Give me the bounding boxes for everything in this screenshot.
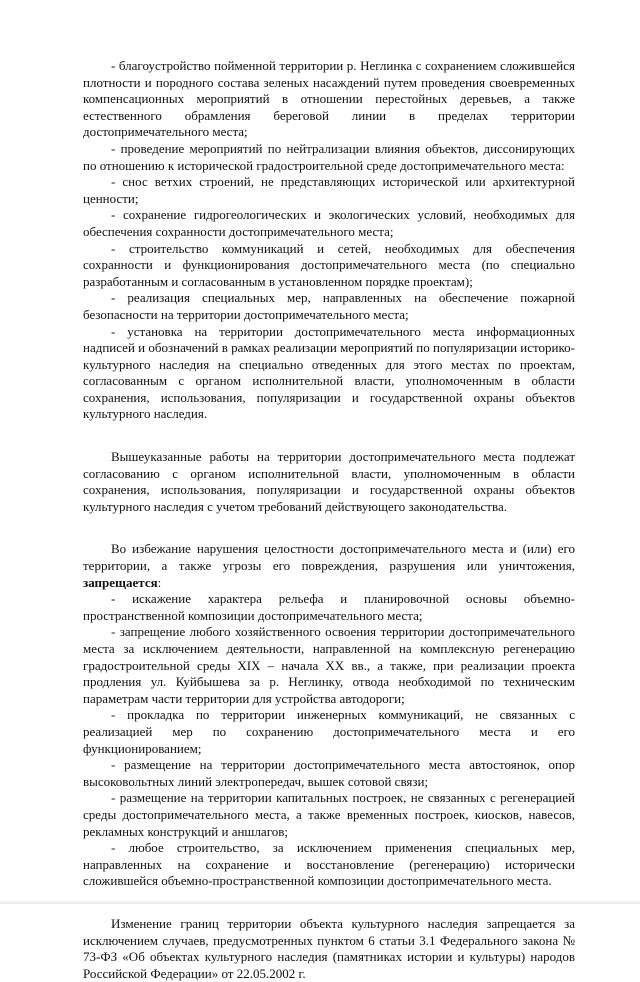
prohibition-keyword: запрещается [83, 574, 158, 590]
list-item-construction: - любое строительство, за исключением применения специальных мер, направленных на сохранение и восстановление (регенерацию) исторически сложившейся объемно-пространственной композиции достопримечательного места. [83, 840, 575, 889]
list-item-engineering: - прокладка по территории инженерных коммуникаций, не связанных с реализацией мер по сохранению достопримечательного места и его функционированием; [83, 707, 575, 756]
list-item-demolition: - снос ветхих строений, не представляющих исторической или архитектурной ценности; [83, 174, 575, 206]
list-item-floodplain: - благоустройство пойменной территории р. Неглинка с сохранением сложившейся плотности и породного состава зеленых насаждений путем проведения своевременных компенсационных мероприятий в отношении перестойных деревьев, а также естественного обрамления береговой линии в пределах территории достопримечательного места; [83, 58, 575, 140]
prohibition-colon: : [157, 574, 162, 590]
list-item-neutralization: - проведение мероприятий по нейтрализации влияния объектов, диссонирующих по отношению к исторической градостроительной среде достопримечательного места: [83, 140, 575, 173]
paragraph-prohibition-intro [83, 541, 575, 591]
list-item-buildings: - размещение на территории капитальных построек, не связанных с регенерацией среды достопримечательного места, а также временных построек, киосков, навесов, рекламных конструкций и аншлагов; [83, 790, 575, 839]
paragraph-works-approval: Вышеуказанные работы на территории достопримечательного места подлежат согласованию с органом исполнительной власти, уполномоченным в области сохранения, использования, популяризации и государственной охраны объектов культурного наследия с учетом требований действующего законодательства. [83, 449, 575, 514]
scan-bottom-edge [0, 899, 640, 904]
list-item-hydrogeology: - сохранение гидрогеологических и экологических условий, необходимых для обеспечения сохранности достопримечательного места; [83, 207, 575, 239]
list-item-signage: - установка на территории достопримечательного места информационных надписей и обозначений в рамках реализации мероприятий по популяризации историко-культурного наследия на специально отведенных для этого местах по проектам, согласованным с органом исполнительной власти, уполномоченным в области сохранения, использования, популяризации и государственной охраны объектов культурного наследия. [83, 323, 575, 422]
list-item-fire-safety: - реализация специальных мер, направленных на обеспечение пожарной безопасности на территории достопримечательного места; [83, 290, 575, 322]
list-item-utilities: - строительство коммуникаций и сетей, необходимых для обеспечения сохранности и функционирования достопримечательного места (по специально разработанным и согласованным в установленном порядке проектам); [83, 240, 575, 289]
paragraph-boundary-change: Изменение границ территории объекта культурного наследия запрещается за исключением случаев, предусмотренных пунктом 6 статьи 3.1 Федерального закона № 73-ФЗ «Об объектах культурного наследия (памятниках истории и культуры) народов Российской Федерации» от 22.05.2002 г. [83, 915, 575, 981]
list-item-economic-use: - запрещение любого хозяйственного освоения территории достопримечательного места за исключением деятельности, направленной на комплексную регенерацию градостроительной среды XIX – начала XX вв., а также, при реализации проекта продления ул. Куйбышева за р. Неглинку, отвода необходимой по техническим параметрам части территории для устройства автодороги; [83, 624, 575, 706]
list-item-relief: - искажение характера рельефа и планировочной основы объемно-пространственной композиции достопримечательного места; [83, 591, 575, 623]
list-item-parking: - размещение на территории достопримечательного места автостоянок, опор высоковольтных линий электропередач, вышек сотовой связи; [83, 757, 575, 789]
prohibition-intro-text: Во избежание нарушения целостности достопримечательного места и (или) его территории, а также угрозы его повреждения, разрушения или уничтожения, [83, 541, 575, 574]
document-body [83, 58, 575, 982]
